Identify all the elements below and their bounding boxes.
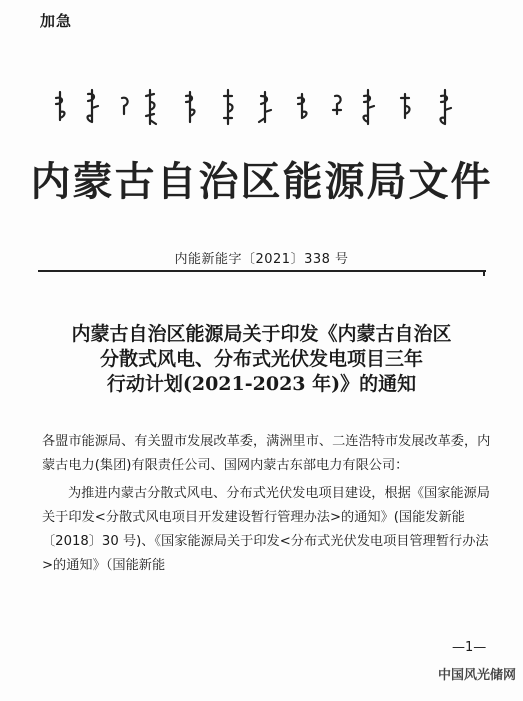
header-divider: [38, 270, 486, 272]
page-number: —1—: [452, 640, 487, 655]
document-number: 内能新能字〔2021〕338 号: [174, 252, 349, 267]
urgency-label: 加急: [40, 12, 73, 30]
title-line: 内蒙古自治区能源局关于印发《内蒙古自治区: [71, 323, 452, 345]
mongolian-script-graphic: [50, 84, 470, 130]
title-line: 行动计划(2021-2023 年)》的通知: [106, 373, 417, 395]
notice-body: [42, 430, 497, 578]
watermark-text: 中国风光储网: [438, 668, 517, 683]
notice-title: [20, 322, 503, 397]
title-line: 分散式风电、分布式光伏发电项目三年: [99, 348, 423, 370]
addressees-paragraph: 各盟市能源局、有关盟市发展改革委，满洲里市、二连浩特市发展改革委，内蒙古电力(集团)有限责任公司、国网内蒙古东部电力有限公司：: [42, 434, 491, 473]
agency-header: 内蒙古自治区能源局文件: [30, 158, 493, 205]
mongolian-script-header: [50, 84, 470, 130]
header-divider-tick: [483, 270, 485, 276]
body-paragraph: 为推进内蒙古分散式风电、分布式光伏发电项目建设，根据《国家能源局关于印发<分散式风电项目开发建设暂行管理办法>的通知》(国能发新能〔2018〕30 号)、《国家能源局关于印发<分布式光伏发电项目管理暂行办法>的通知》（国能新能: [42, 486, 490, 573]
